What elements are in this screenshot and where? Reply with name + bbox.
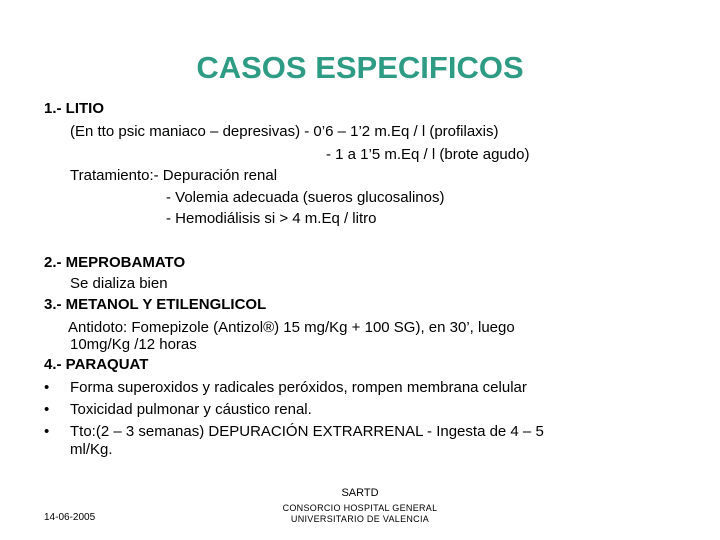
section-heading-metanol: 3.- METANOL Y ETILENGLICOL: [44, 296, 267, 313]
footer-org-line-2: UNIVERSITARIO DE VALENCIA: [290, 514, 430, 524]
paraquat-item-2: Toxicidad pulmonar y cáustico renal.: [70, 401, 312, 418]
bullet-marker: •: [44, 379, 50, 396]
metanol-line-1: Antidoto: Fomepizole (Antizol®) 15 mg/Kg + 100 SG), en 30’, luego: [68, 319, 515, 336]
meprobamato-line-1: Se dializa bien: [70, 275, 168, 292]
litio-line-2: - 1 a 1’5 m.Eq / l (brote agudo): [326, 146, 530, 163]
bullet-marker: •: [44, 401, 50, 418]
paraquat-item-3-line-2: ml/Kg.: [70, 441, 113, 458]
litio-line-5: - Hemodiálisis si > 4 m.Eq / litro: [166, 210, 377, 227]
paraquat-item-3-line-1: Tto:(2 – 3 semanas) DEPURACIÓN EXTRARRENAL - Ingesta de 4 – 5: [70, 423, 544, 440]
litio-line-4: - Volemia adecuada (sueros glucosalinos): [166, 189, 445, 206]
paraquat-item-1: Forma superoxidos y radicales peróxidos, rompen membrana celular: [70, 379, 527, 396]
section-heading-paraquat: 4.- PARAQUAT: [44, 356, 149, 373]
litio-line-1: (En tto psic maniaco – depresivas) - 0’6 – 1’2 m.Eq / l (profilaxis): [70, 123, 499, 140]
litio-line-3: Tratamiento:- Depuración renal: [70, 167, 278, 184]
section-heading-meprobamato: 2.- MEPROBAMATO: [44, 254, 186, 271]
metanol-line-2: 10mg/Kg /12 horas: [70, 336, 197, 353]
bullet-marker: •: [44, 423, 50, 440]
section-heading-litio: 1.- LITIO: [44, 100, 104, 117]
footer-date: 14-06-2005: [44, 512, 96, 523]
footer-org-short: SARTD: [341, 487, 379, 499]
footer-org-line-1: CONSORCIO HOSPITAL GENERAL: [282, 503, 438, 513]
slide-title: CASOS ESPECIFICOS: [196, 50, 524, 85]
